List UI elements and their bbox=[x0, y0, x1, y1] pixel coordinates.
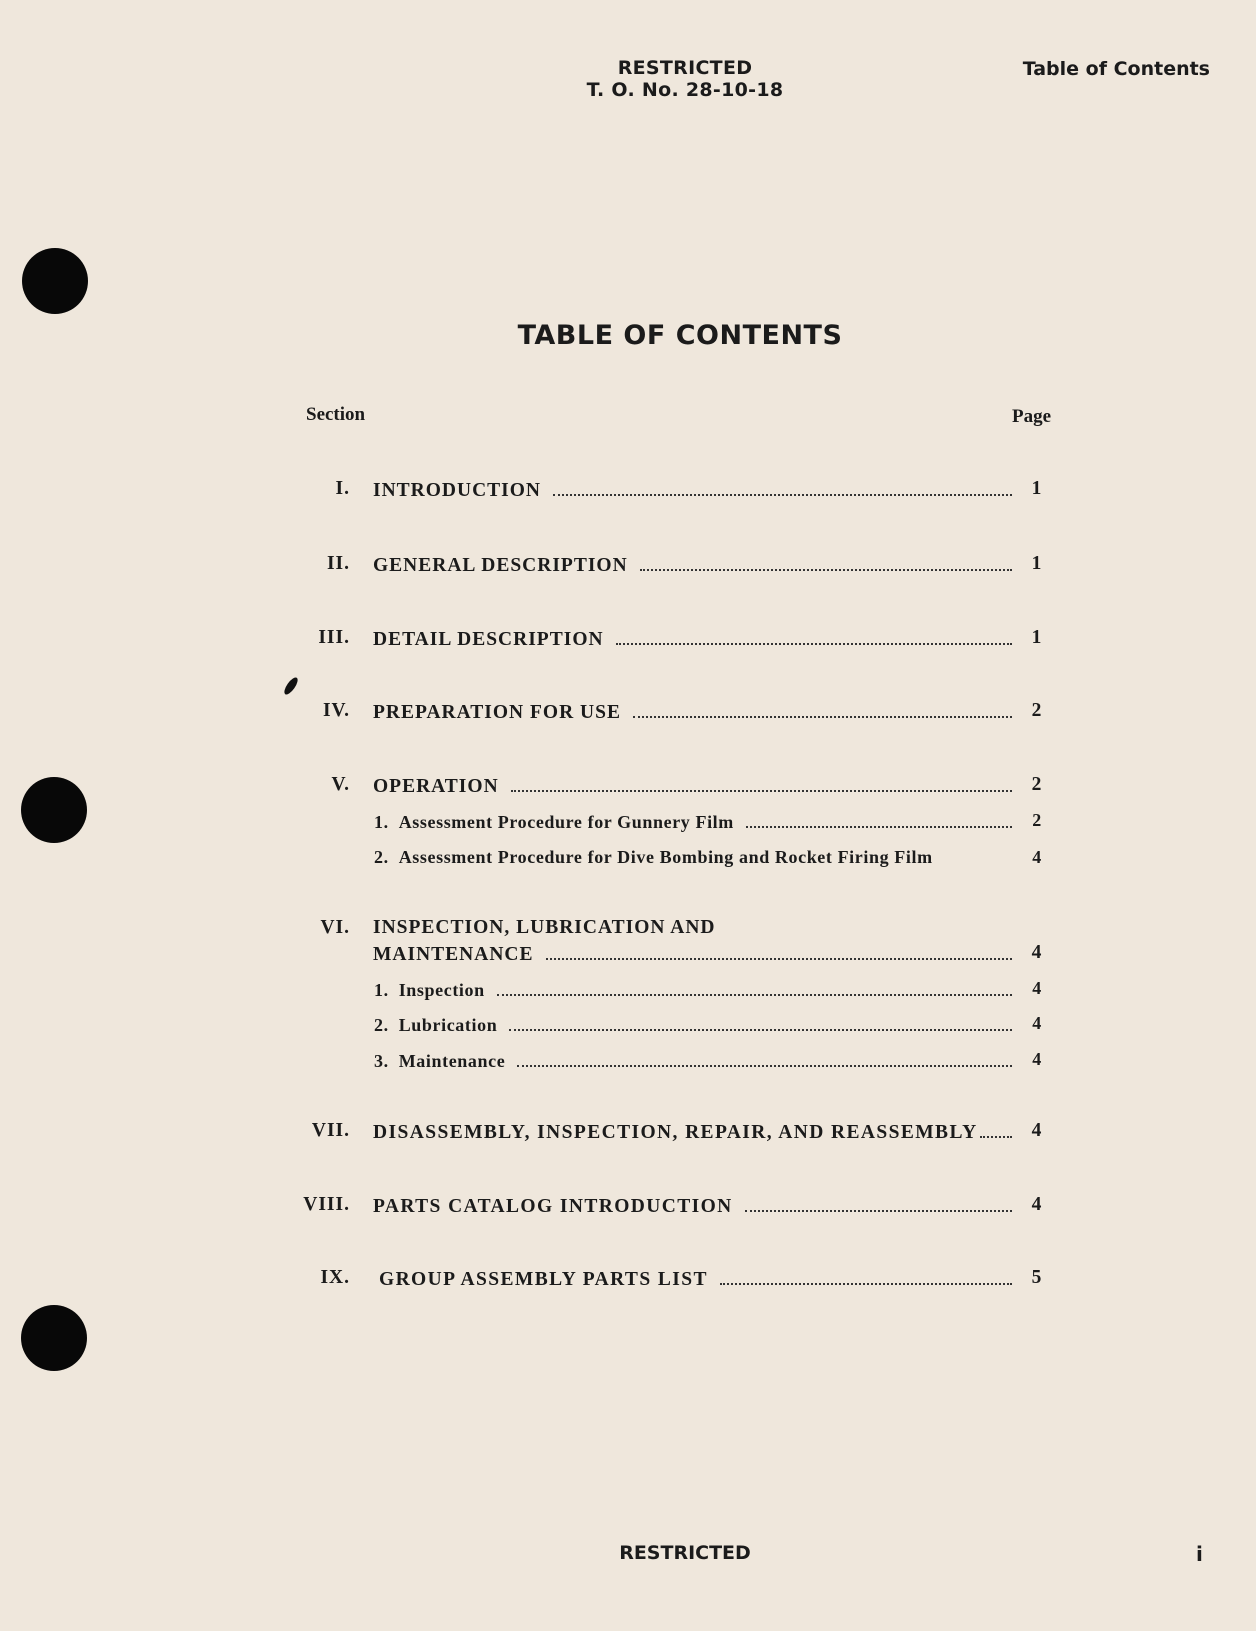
toc-title: DISASSEMBLY, INSPECTION, REPAIR, AND REASSEMBLY bbox=[373, 1122, 978, 1143]
toc-entry[interactable] bbox=[290, 917, 1060, 943]
toc-number: I. bbox=[335, 478, 350, 499]
column-header-page: Page bbox=[1012, 406, 1052, 427]
punch-hole-middle bbox=[21, 777, 87, 843]
header-to-number: T. O. No. 28-10-18 bbox=[586, 79, 784, 101]
toc-entry[interactable] bbox=[290, 478, 1060, 504]
toc-title: DETAIL DESCRIPTION bbox=[373, 629, 604, 650]
toc-page: 4 bbox=[1031, 1194, 1043, 1215]
toc-title: GENERAL DESCRIPTION bbox=[373, 555, 628, 576]
dot-leader bbox=[497, 978, 1012, 996]
toc-page: 5 bbox=[1031, 1267, 1043, 1288]
header-section-label: Table of Contents bbox=[1022, 58, 1210, 80]
toc-title: Assessment Procedure for Gunnery Film bbox=[398, 812, 734, 832]
toc-title: Maintenance bbox=[398, 1051, 506, 1071]
toc-title: INTRODUCTION bbox=[373, 480, 542, 501]
toc-entry[interactable] bbox=[290, 627, 1060, 653]
toc-entry[interactable] bbox=[290, 700, 1060, 726]
page-header bbox=[560, 57, 810, 101]
toc-page: 4 bbox=[1032, 1013, 1042, 1033]
toc-page: 4 bbox=[1031, 942, 1043, 963]
dot-leader bbox=[640, 553, 1012, 571]
toc-title: PARTS CATALOG INTRODUCTION bbox=[373, 1196, 733, 1217]
toc-page: 4 bbox=[1031, 1120, 1043, 1141]
header-classification: RESTRICTED bbox=[617, 57, 753, 79]
toc-page: 4 bbox=[1032, 978, 1042, 998]
dot-leader bbox=[546, 942, 1012, 960]
toc-page: 2 bbox=[1031, 774, 1043, 795]
toc-page: 4 bbox=[1032, 1049, 1042, 1069]
toc-number: II. bbox=[326, 553, 350, 574]
toc-title-continued: MAINTENANCE bbox=[373, 944, 534, 965]
toc-title: GROUP ASSEMBLY PARTS LIST bbox=[379, 1269, 708, 1290]
toc-entry[interactable] bbox=[290, 1194, 1060, 1220]
footer-page-number: i bbox=[1196, 1542, 1203, 1566]
toc-number: 2. bbox=[374, 1015, 389, 1035]
toc-number: 1. bbox=[374, 980, 389, 1000]
ink-mark bbox=[282, 676, 300, 697]
toc-number: 3. bbox=[374, 1051, 389, 1071]
toc-entry-continuation[interactable] bbox=[290, 942, 1060, 968]
toc-number: 2. bbox=[374, 847, 389, 867]
toc-title: Assessment Procedure for Dive Bombing and Rocket Firing Film bbox=[398, 847, 933, 867]
punch-hole-bottom bbox=[21, 1305, 87, 1371]
toc-number: III. bbox=[318, 627, 350, 648]
dot-leader bbox=[633, 700, 1012, 718]
toc-title: Lubrication bbox=[398, 1015, 498, 1035]
toc-entry[interactable] bbox=[290, 1267, 1060, 1293]
toc-title: Inspection bbox=[398, 980, 485, 1000]
page-title: TABLE OF CONTENTS bbox=[517, 320, 843, 351]
dot-leader bbox=[746, 810, 1012, 828]
dot-leader bbox=[980, 1120, 1012, 1138]
toc-subentry[interactable] bbox=[290, 978, 1060, 1004]
punch-hole-top bbox=[22, 248, 88, 314]
toc-number: VII. bbox=[311, 1120, 350, 1141]
dot-leader bbox=[511, 774, 1012, 792]
toc-page: 2 bbox=[1032, 810, 1042, 830]
toc-number: VI. bbox=[320, 917, 350, 938]
toc-entry[interactable] bbox=[290, 774, 1060, 800]
column-header-section: Section bbox=[306, 404, 366, 425]
toc-subentry[interactable] bbox=[290, 810, 1060, 836]
dot-leader bbox=[509, 1013, 1012, 1031]
dot-leader bbox=[517, 1049, 1012, 1067]
toc-page: 2 bbox=[1031, 700, 1043, 721]
dot-leader bbox=[745, 1194, 1012, 1212]
toc-number: 1. bbox=[374, 812, 389, 832]
dot-leader bbox=[553, 478, 1012, 496]
toc-page: 1 bbox=[1031, 553, 1043, 574]
toc-page: 1 bbox=[1031, 627, 1043, 648]
dot-leader bbox=[616, 627, 1012, 645]
toc-number: IX. bbox=[320, 1267, 350, 1288]
toc-entry[interactable] bbox=[290, 553, 1060, 579]
toc-subentry[interactable] bbox=[290, 847, 1060, 873]
toc-page: 4 bbox=[1032, 847, 1042, 867]
footer-classification: RESTRICTED bbox=[619, 1542, 751, 1564]
toc-entry[interactable] bbox=[290, 1120, 1060, 1146]
toc-subentry[interactable] bbox=[290, 1013, 1060, 1039]
toc-title: INSPECTION, LUBRICATION AND bbox=[373, 917, 716, 938]
dot-leader bbox=[720, 1267, 1012, 1285]
toc-title: OPERATION bbox=[373, 776, 499, 797]
toc-subentry[interactable] bbox=[290, 1049, 1060, 1075]
toc-number: VIII. bbox=[303, 1194, 350, 1215]
toc-number: IV. bbox=[322, 700, 350, 721]
toc-page: 1 bbox=[1031, 478, 1043, 499]
toc-number: V. bbox=[331, 774, 350, 795]
toc-title: PREPARATION FOR USE bbox=[373, 702, 621, 723]
